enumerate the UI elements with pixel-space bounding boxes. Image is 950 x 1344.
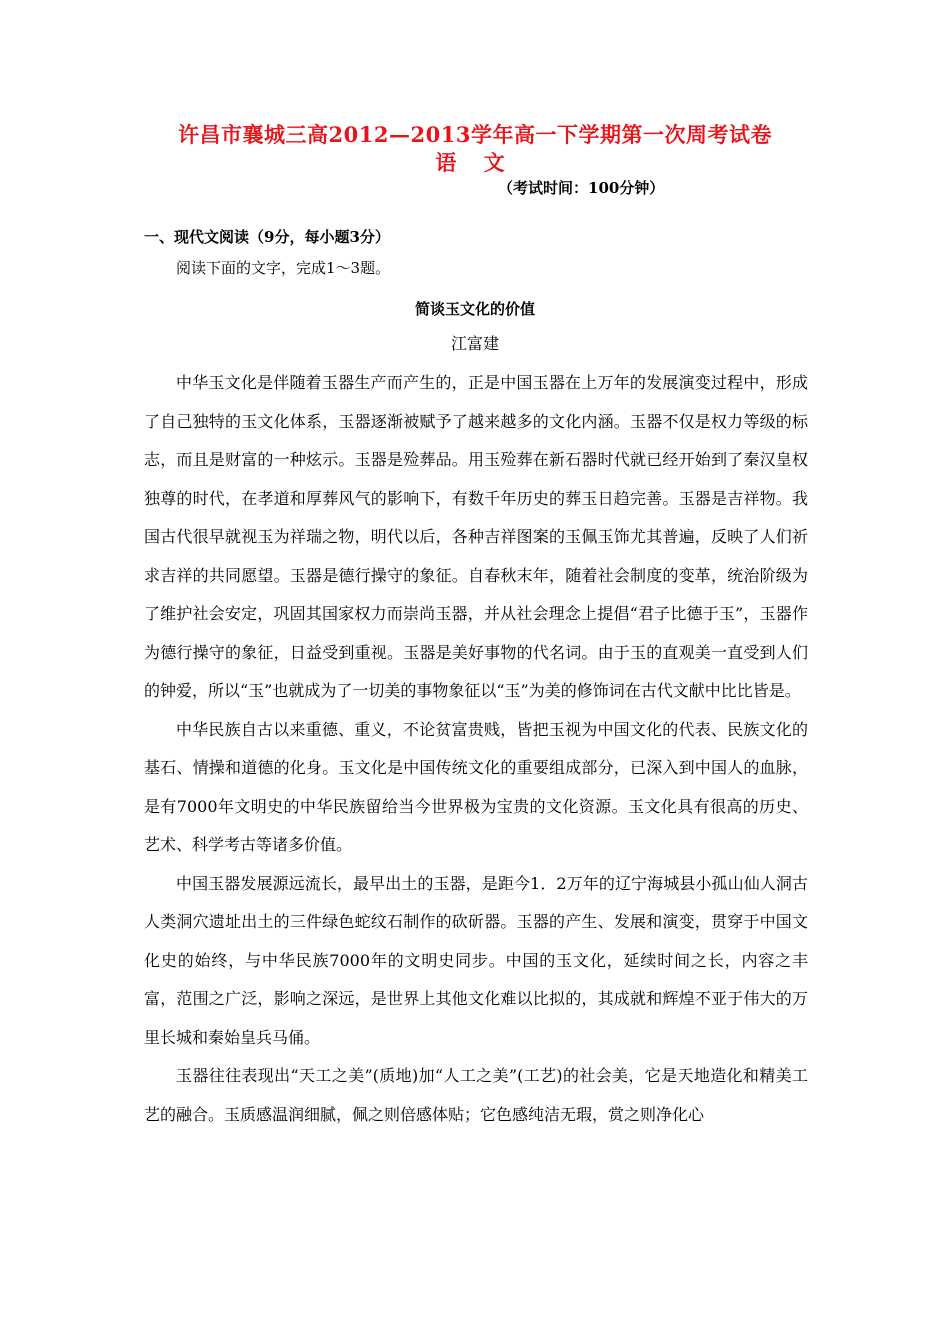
article-author: 江富建 [450,334,499,353]
section-heading: 一、现代文阅读（9分，每小题3分） [144,228,390,246]
exam-time-note: （考试时间：100分钟） [498,179,665,197]
article-paragraph: 中华民族自古以来重德、重义，不论贫富贵贱，皆把玉视为中国文化的代表、民族文化的基石、情操和道德的化身。玉文化是中国传统文化的重要组成部分，已深入到中国人的血脉，是有7000年文明史的中华民族留给当今世界极为宝贵的文化资源。玉文化具有很高的历史、艺术、科学考古等诸多价值。 [144,719,808,854]
article-body [144,364,808,1134]
article-title: 简谈玉文化的价值 [414,300,535,318]
exam-title: 许昌市襄城三高2012—2013学年高一下学期第一次周考试卷 [178,122,772,147]
article-paragraph: 中国玉器发展源远流长，最早出土的玉器，是距今1．2万年的辽宁海城县小孤山仙人洞古人类洞穴遗址出土的三件绿色蛇纹石制作的砍斫器。玉器的产生、发展和演变，贯穿于中国文化史的始终，与中华民族7000年的文明史同步。中国的玉文化，延续时间之长，内容之丰富，范围之广泛，影响之深远，是世界上其他文化难以比拟的，其成就和辉煌不亚于伟大的万里长城和秦始皇兵马俑。 [144,873,808,1047]
article-paragraph: 玉器往往表现出“天工之美”(质地)加“人工之美”(工艺)的社会美，它是天地造化和精美工艺的融合。玉质感温润细腻，佩之则倍感体贴；它色感纯洁无瑕，赏之则净化心 [144,1066,808,1124]
exam-subject: 语 文 [435,150,515,175]
article-paragraph: 中华玉文化是伴随着玉器生产而产生的，正是中国玉器在上万年的发展演变过程中，形成了自己独特的玉文化体系，玉器逐渐被赋予了越来越多的文化内涵。玉器不仅是权力等级的标志，而且是财富的一种炫示。玉器是殓葬品。用玉殓葬在新石器时代就已经开始到了秦汉皇权独尊的时代，在孝道和厚葬风气的影响下，有数千年历史的葬玉日趋完善。玉器是吉祥物。我国古代很早就视玉为祥瑞之物，明代以后，各种吉祥图案的玉佩玉饰尤其普遍，反映了人们祈求吉祥的共同愿望。玉器是德行操守的象征。自春秋末年，随着社会制度的变革，统治阶级为了维护社会安定，巩固其国家权力而崇尚玉器，并从社会理念上提倡“君子比德于玉”，玉器作为德行操守的象征，日益受到重视。玉器是美好事物的代名词。由于玉的直观美一直受到人们的钟爱，所以“玉”也就成为了一切美的事物象征以“玉”为美的修饰词在古代文献中比比皆是。 [144,373,808,700]
reading-instruction: 阅读下面的文字，完成1～3题。 [176,259,391,277]
